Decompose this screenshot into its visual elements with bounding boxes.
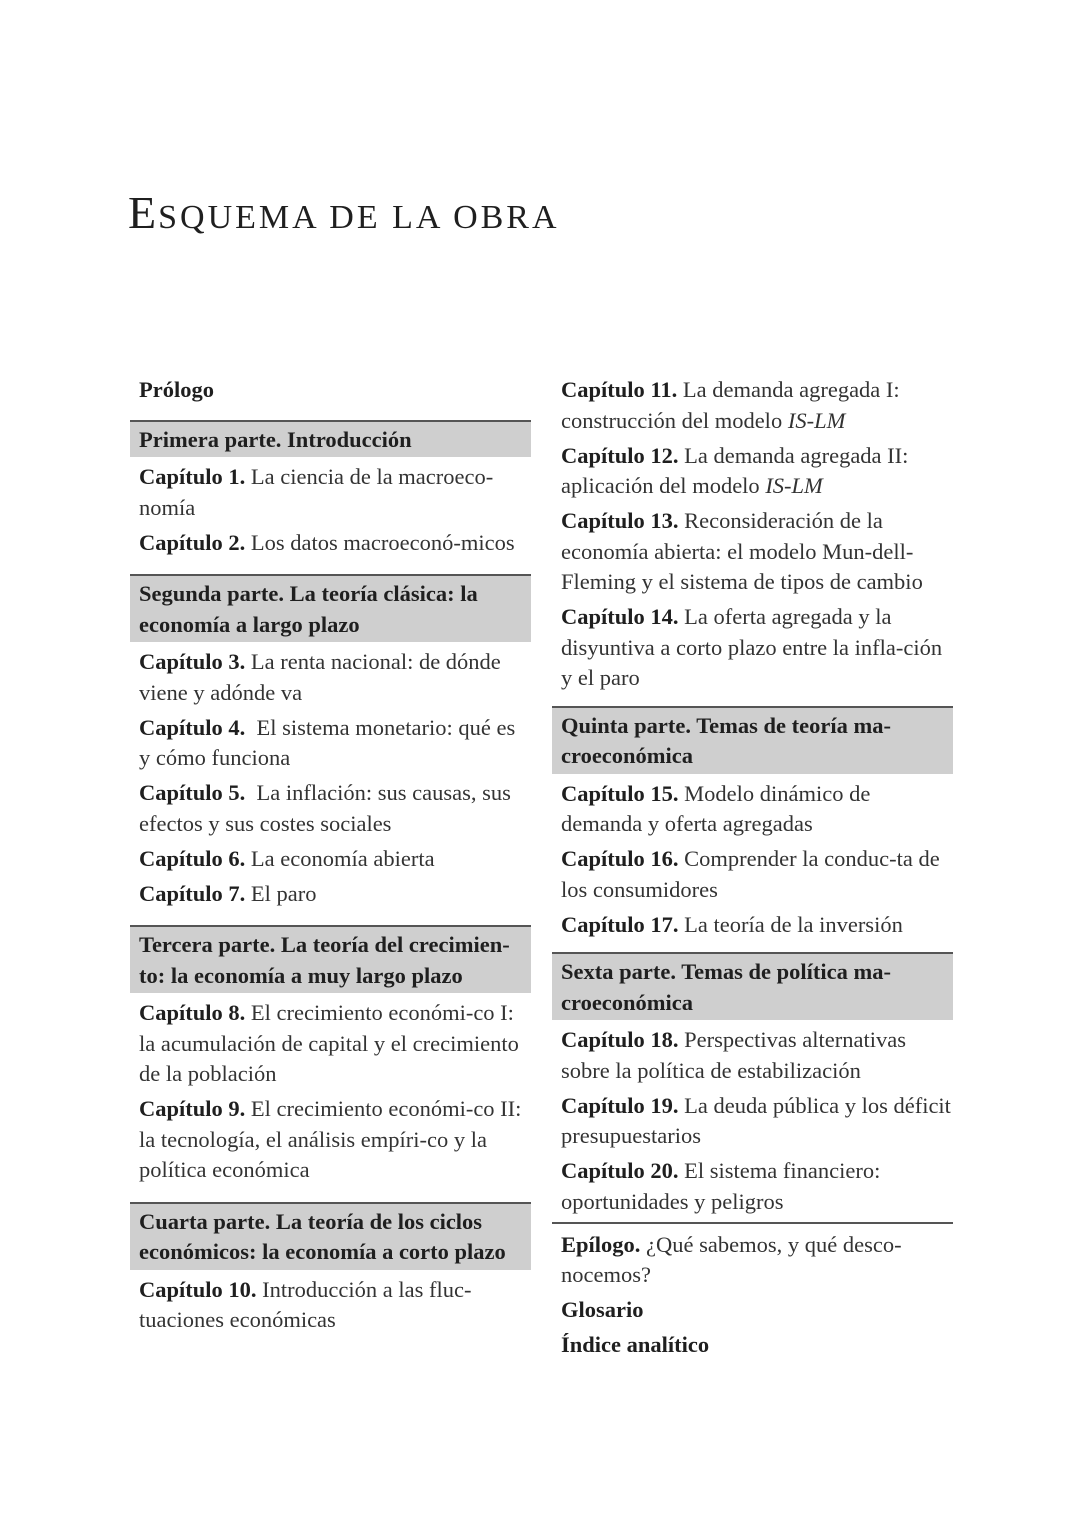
toc-chapter-13[interactable]: Capítulo 13. Reconsideración de la economía abierta: el modelo Mun-dell-Fleming y el sistema de tipos de cambio [561,508,923,594]
part-2-heading[interactable]: Segunda parte. La teoría clásica: la economía a largo plazo [130,574,531,642]
toc-chapter-19[interactable]: Capítulo 19. La deuda pública y los déficit presupuestarios [561,1092,951,1148]
title-rest: SQUEMA DE LA OBRA [158,199,560,236]
toc-glosario[interactable]: Glosario [561,1297,644,1322]
toc-chapter-17[interactable]: Capítulo 17. La teoría de la inversión [561,911,903,937]
toc-chapter-12[interactable]: Capítulo 12. La demanda agregada II: aplicación del modelo IS-LM [561,442,909,498]
toc-right-column [552,375,953,1365]
part-6-heading[interactable]: Sexta parte. Temas de política ma-croeconómica [552,952,953,1020]
toc-epilogo[interactable]: Epílogo. ¿Qué sabemos, y qué desco-nocemos? [561,1231,902,1287]
toc-chapter-18[interactable]: Capítulo 18. Perspectivas alternativas sobre la política de estabilización [561,1027,906,1083]
toc-chapter-4[interactable]: Capítulo 4. El sistema monetario: qué es y cómo funciona [139,714,516,770]
part-1-heading[interactable]: Primera parte. Introducción [130,420,531,458]
toc-chapter-6[interactable]: Capítulo 6. La economía abierta [139,845,435,871]
toc-prologo[interactable]: Prólogo [139,377,214,402]
toc-indice-analitico[interactable]: Índice analítico [561,1332,710,1357]
toc-chapter-16[interactable]: Capítulo 16. Comprender la conduc-ta de los consumidores [561,846,940,902]
toc-chapter-14[interactable]: Capítulo 14. La oferta agregada y la disyuntiva a corto plazo entre la infla-ción y el paro [561,604,943,690]
title-initial: E [128,187,159,238]
toc-chapter-1[interactable]: Capítulo 1. La ciencia de la macroeco-nomía [139,464,494,520]
toc-chapter-11[interactable]: Capítulo 11. La demanda agregada I: construcción del modelo IS-LM [561,377,900,433]
toc-chapter-3[interactable]: Capítulo 3. La renta nacional: de dónde viene y adónde va [139,649,501,705]
toc-chapter-7[interactable]: Capítulo 7. El paro [139,880,317,906]
toc-left-column [130,375,531,1340]
toc-chapter-20[interactable]: Capítulo 20. El sistema financiero: oportunidades y peligros [561,1158,881,1214]
toc-chapter-9[interactable]: Capítulo 9. El crecimiento económi-co II: la tecnología, el análisis empíri-co y la política económica [139,1096,522,1182]
part-5-heading[interactable]: Quinta parte. Temas de teoría ma-croeconómica [552,706,953,774]
epilogo-divider [552,1222,953,1224]
toc-chapter-5[interactable]: Capítulo 5. La inflación: sus causas, sus efectos y sus costes sociales [139,780,511,836]
toc-chapter-10[interactable]: Capítulo 10. Introducción a las fluc-tuaciones económicas [139,1276,472,1332]
page-title [128,186,560,239]
part-4-heading[interactable]: Cuarta parte. La teoría de los ciclos económicos: la economía a corto plazo [130,1202,531,1270]
toc-chapter-8[interactable]: Capítulo 8. El crecimiento económi-co I: la acumulación de capital y el crecimiento de la población [139,1000,519,1086]
part-3-heading[interactable]: Tercera parte. La teoría del crecimien-to: la economía a muy largo plazo [130,925,531,993]
toc-chapter-2[interactable]: Capítulo 2. Los datos macroeconó-micos [139,529,515,555]
toc-chapter-15[interactable]: Capítulo 15. Modelo dinámico de demanda y oferta agregadas [561,780,871,836]
